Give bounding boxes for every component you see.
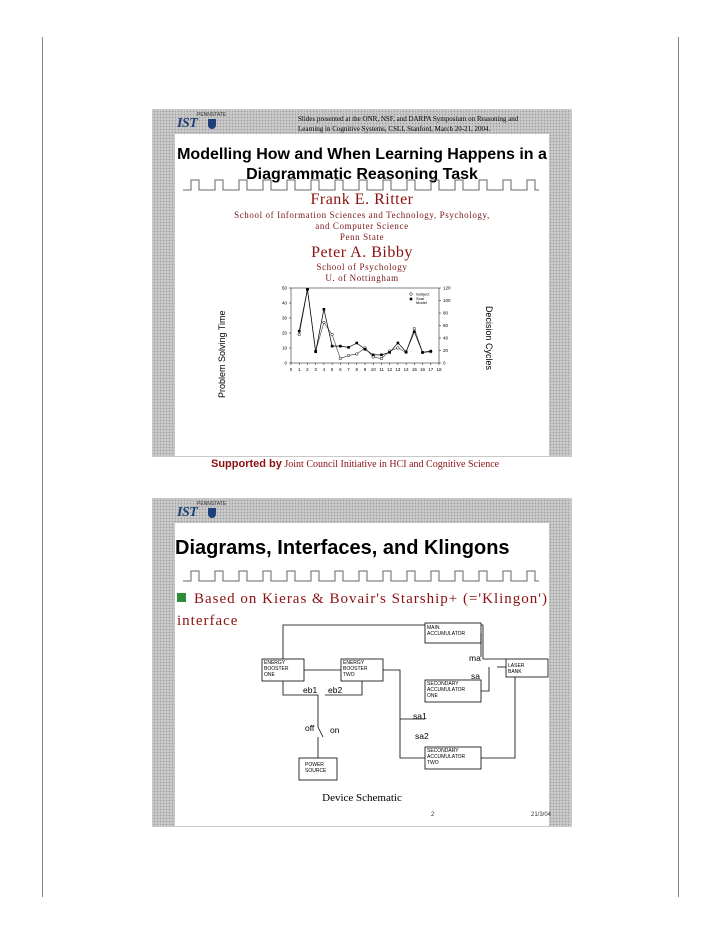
soar-model-point [306,288,309,291]
author-1-affiliation [153,210,571,243]
legend-label: Subject [416,291,430,297]
schematic-box-label: MAIN [427,625,440,631]
y-right-tick-label: 80 [443,310,449,316]
schematic-box-label: ENERGY [343,660,365,666]
y-right-tick-label: 100 [443,298,451,303]
schematic-box-label: ACCUMULATOR [427,754,466,760]
y-left-tick-label: 20 [281,330,287,336]
schematic-box-label: ONE [427,693,438,699]
subject-point [355,353,358,356]
y-right-tick-label: 60 [443,323,449,328]
schematic-caption: Device Schematic [322,792,402,804]
schematic-box-label: BOOSTER [264,666,289,672]
right-margin-rule [678,37,679,897]
y-right-tick-label: 40 [443,335,449,341]
soar-model-point [331,345,334,348]
soar-model-point [364,348,367,351]
affiliation-line: and Computer Science [315,221,409,231]
schematic-box-label: SECONDARY [427,748,459,754]
author-1-name: Frank E. Ritter [310,191,414,208]
ist-logo-text: IST [177,505,198,520]
y-right-tick-label: 0 [443,360,446,366]
ist-logo [177,112,227,133]
x-tick-label: 12 [387,367,393,372]
x-tick-label: 11 [379,367,384,372]
device-schematic [153,499,571,826]
soar-model-point [314,350,317,353]
schematic-box-label: BOOSTER [343,666,368,672]
legend-label: Soar [416,295,425,301]
label-off: off [305,723,315,733]
schematic-box-label: POWER [305,762,324,768]
shield-icon [208,119,216,129]
slide-2 [152,498,572,827]
y-left-tick-label: 10 [281,345,287,351]
pennstate-logo-text: PENNSTATE [197,501,227,507]
legend-label: Model [416,300,427,306]
funding-note [211,458,499,470]
soar-model-point [413,330,416,333]
subject-point [339,357,342,360]
y-right-tick-label: 120 [443,285,451,291]
pennstate-logo-text: PENNSTATE [197,112,227,118]
subject-point [323,321,326,324]
subject-point [331,333,334,336]
x-tick-label: 16 [420,367,426,372]
slide-date: 21/3/04 [531,812,552,818]
slide-1: IST PENNSTATE Slides presented at the ONR, NSF, and DARPA Symposium on Reasoning and Learning in Cognitive Systems, CSLI, Stanford, March 20-21, 2004. Modelling How and When Learning Happens in a Diagrammatic Reasoning Task Frank E. Ritter School of Information Sciences and Technology, Psychology, and Computer Science Penn State Peter A. Bibby School of Psychology U. of Nottingham 0 1 2 3 4 5 6 7 8 9 10 11 12 13 14 15 16 17 18 0 10 20 30 40 50 0 20 40 60 80 100 120 Subject Soar Model Problem Solving Time Decision Cycles Supported by Joint Council Initiative in HCI and Cognitive Science [152,109,572,457]
x-tick-label: 6 [339,367,342,372]
soar-model-point [298,330,301,333]
soar-model-point [405,350,408,353]
x-tick-label: 4 [322,367,326,372]
x-tick-label: 0 [289,367,293,372]
soar-model-point [421,351,424,354]
y-left-tick-label: 30 [281,315,287,321]
left-margin-rule [42,37,43,897]
schematic-box-label: SOURCE [305,768,327,774]
soar-model-point [388,351,391,354]
x-tick-label: 13 [395,367,401,372]
schematic-box-label: ACCUMULATOR [427,631,466,637]
x-tick-label: 1 [297,367,301,372]
soar-model-point [380,354,383,357]
schematic-box-label: LASER [508,663,525,669]
subject-point [397,347,400,350]
x-tick-label: 8 [355,367,359,372]
label-sa: sa [471,671,480,681]
bullet-text: Based on Kieras & Bovair's Starship+ (='Klingon') interface [177,591,548,629]
x-tick-label: 18 [436,367,442,372]
decorative-divider [183,178,539,192]
label-eb2: eb2 [328,685,343,695]
affiliation-line: Penn State [339,232,385,242]
schematic-box-label: TWO [343,672,355,678]
affiliation-line: School of Information Sciences and Technology, Psychology, [234,210,490,220]
y-left-tick-label: 40 [281,300,287,306]
soar-model-point [347,346,350,349]
page-number: 2 [431,812,435,818]
subject-point [298,333,301,336]
soar-model-point [323,308,326,311]
soar-model-point [372,354,375,357]
funding-note-text: Joint Council Initiative in HCI and Cognitive Science [281,459,500,470]
ist-logo-text: IST [177,116,198,131]
x-tick-label: 15 [411,367,417,372]
affiliation-line: U. of Nottingham [325,273,399,283]
x-tick-label: 14 [403,367,409,372]
label-eb1: eb1 [303,685,318,695]
subject-point [380,357,383,360]
x-tick-label: 7 [347,367,350,372]
schematic-box-label: SECONDARY [427,681,459,687]
author-2-affiliation [153,262,571,284]
x-tick-label: 2 [306,367,309,372]
x-tick-label: 9 [363,367,367,372]
subject-point [347,354,350,357]
schematic-box-label: BANK [508,669,522,675]
slide-2-title: Diagrams, Interfaces, and Klingons [175,537,510,559]
slide-header-note: Slides presented at the ONR, NSF, and DARPA Symposium on Reasoning and Learning in Cognitive Systems, CSLI, Stanford, March 20-21, 2004. [298,115,519,133]
soar-model-point [397,342,400,345]
subject-point [413,327,416,330]
author-2-name: Peter A. Bibby [311,244,413,261]
learning-curve-chart [261,283,461,373]
legend-subject-marker [410,293,413,296]
label-on: on [330,725,340,735]
x-tick-label: 3 [314,367,317,372]
schematic-box-label: ONE [264,672,275,678]
soar-model-point [429,350,432,353]
label-sa2: sa2 [415,731,429,741]
slide-1-title: Modelling How and When Learning Happens in a Diagrammatic Reasoning Task [177,146,547,183]
x-tick-label: 5 [330,367,334,372]
schematic-box-label: ENERGY [264,660,286,666]
y-right-tick-label: 20 [443,348,449,353]
label-ma: ma [469,653,481,663]
schematic-box-label: ACCUMULATOR [427,687,466,693]
soar-model-point [355,342,358,345]
legend-soar-marker [410,298,413,301]
label-sa1: sa1 [413,711,427,721]
x-tick-label: 17 [428,367,434,372]
schematic-box-label: TWO [427,760,439,766]
y-left-tick-label: 0 [284,360,287,366]
y-left-tick-label: 50 [281,285,287,291]
soar-model-point [339,345,342,348]
affiliation-line: School of Psychology [316,262,408,272]
funding-note-lead: Supported by [211,458,282,470]
x-tick-label: 10 [370,367,376,372]
